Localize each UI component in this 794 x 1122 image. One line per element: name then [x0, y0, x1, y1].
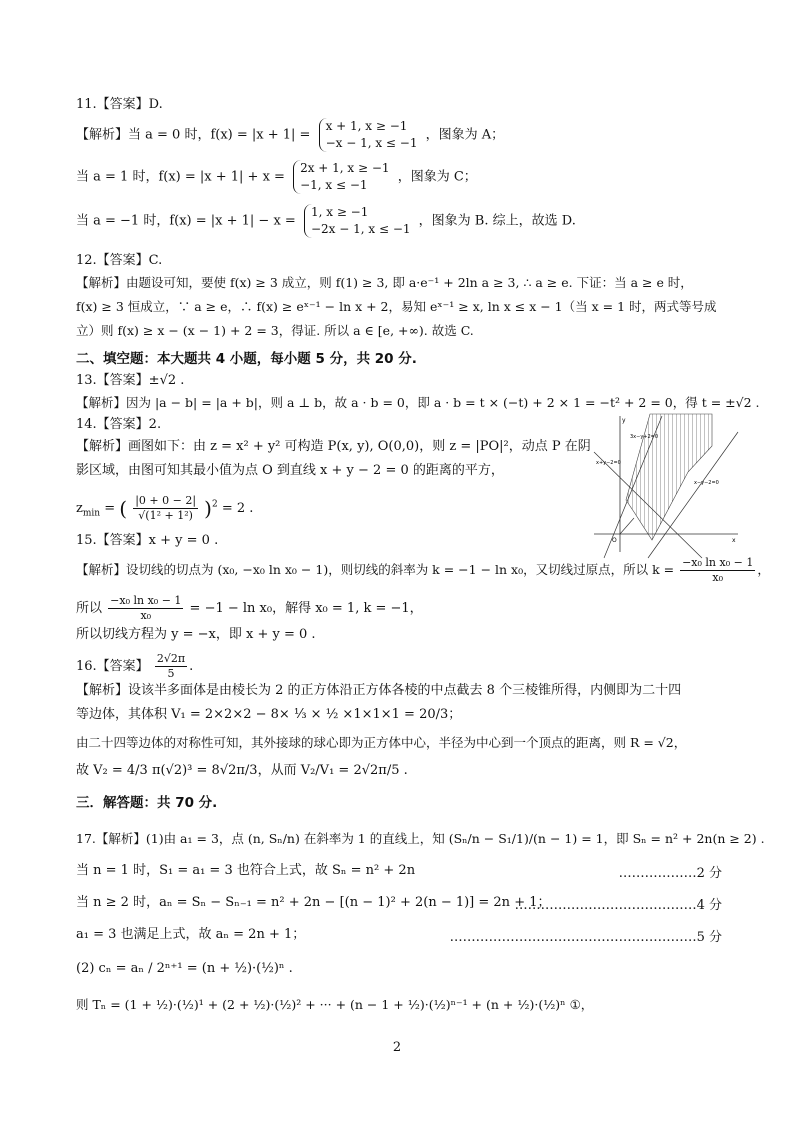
q14-line-1: 【解析】画图如下：由 z = x² + y² 可构造 P(x, y), O(0,0)，则 z = |PO|²，动点 P 在阴	[76, 439, 591, 454]
q17-line-4: a₁ = 3 也满足上式，故 aₙ = 2n + 1；	[76, 927, 306, 942]
q12-answer: 12.【答案】C.	[76, 253, 163, 268]
q12-line-2: f(x) ≥ 3 恒成立，∵ a ≥ e，∴ f(x) ≥ eˣ⁻¹ − ln x + 2，易知 eˣ⁻¹ ≥ x, ln x ≤ x − 1（当 x = 1 时，两式等号成	[76, 299, 717, 314]
q11-line-1-post: ，图象为 A；	[425, 127, 505, 143]
q15-line-2-post: = −1 − ln x₀，解得 x₀ = 1, k = −1，	[189, 601, 423, 616]
q17-line-6: 则 Tₙ = (1 + ½)·(½)¹ + (2 + ½)·(½)² + ··· + (n − 1 + ½)·(½)ⁿ⁻¹ + (n + ½)·(½)ⁿ ①，	[76, 997, 594, 1012]
label-line-3: x−y−2=0	[694, 480, 719, 486]
q11-line-2	[76, 160, 477, 194]
case-2: −2x − 1, x ≤ −1	[310, 222, 411, 236]
origin-label: O	[612, 537, 617, 544]
fraction-denominator: x₀	[140, 609, 152, 622]
q11-line-1	[76, 118, 504, 152]
q15-line-1	[76, 556, 770, 585]
feasible-region-figure	[592, 412, 740, 560]
q17-score-2: ………………2 分	[618, 866, 722, 881]
q16-answer-label: 16.【答案】	[76, 659, 149, 674]
slope-fraction	[108, 594, 183, 623]
z-symbol: z	[76, 501, 83, 516]
piecewise-brace	[304, 204, 411, 238]
q13-line-1: 【解析】因为 |a − b| = |a + b|，则 a ⊥ b，故 a · b = 0，即 a · b = t × (−t) + 2 × 1 = −t² + 2 = 0，得 t = ±√2 .	[76, 395, 760, 410]
q17-line-3: 当 n ≥ 2 时，aₙ = Sₙ − Sₙ₋₁ = n² + 2n − [(n − 1)² + 2(n − 1)] = 2n + 1；	[76, 895, 551, 910]
q12-line-1: 【解析】由题设可知，要使 f(x) ≥ 3 成立，则 f(1) ≥ 3, 即 a·e⁻¹ + 2ln a ≥ 3, ∴ a ≥ e. 下证：当 a ≥ e 时，	[76, 275, 693, 290]
slope-fraction	[680, 556, 755, 585]
case-1: 1, x ≥ −1	[310, 205, 369, 219]
q16-line-4: 故 V₂ = 4/3 π(√2)³ = 8√2π/3，从而 V₂/V₁ = 2√2π/5 .	[76, 763, 408, 778]
fraction-denominator: 5	[167, 667, 175, 680]
x-label: x	[732, 537, 736, 544]
shaded-region	[626, 414, 712, 540]
fraction-numerator: −x₀ ln x₀ − 1	[682, 556, 754, 569]
label-line-2: x+y−2=0	[596, 460, 621, 466]
distance-segment	[620, 518, 634, 534]
fraction-denominator: x₀	[712, 571, 724, 584]
min-subscript: min	[82, 508, 101, 519]
q16-answer	[76, 652, 193, 681]
case-1: 2x + 1, x ≥ −1	[300, 161, 390, 175]
case-2: −1, x ≤ −1	[300, 178, 368, 192]
q14-line-2: 影区域，由图可知其最小值为点 O 到直线 x + y − 2 = 0 的距离的平方，	[76, 463, 504, 478]
q15-line-2-text: 所以	[76, 601, 103, 616]
q11-line-3	[76, 204, 576, 238]
fraction-numerator: |0 + 0 − 2|	[135, 494, 197, 507]
section-3-heading: 三．解答题：共 70 分.	[76, 795, 218, 811]
q14-answer: 14.【答案】2.	[76, 417, 162, 432]
distance-fraction	[133, 494, 198, 523]
q15-line-2	[76, 594, 423, 623]
q16-line-3: 由二十四等边体的对称性可知，其外接球的球心即为正方体中心，半径为中心到一个顶点的距离，则 R = √2，	[76, 735, 687, 750]
fraction-denominator: √(1² + 1²)	[138, 509, 193, 522]
q16-answer-post: .	[189, 659, 194, 674]
q15-answer: 15.【答案】x + y = 0 .	[76, 533, 219, 548]
piecewise-brace	[319, 118, 418, 152]
section-2-heading: 二、填空题：本大题共 4 小题，每小题 5 分，共 20 分.	[76, 351, 417, 367]
answer-fraction	[155, 652, 187, 681]
label-line-1: 3x−y+2=0	[630, 434, 659, 440]
q17-line-5: (2) cₙ = aₙ / 2ⁿ⁺¹ = (n + ½)·(½)ⁿ .	[76, 961, 293, 976]
q15-line-1-post: ，	[757, 562, 770, 577]
q11-answer: 11.【答案】D.	[76, 97, 163, 112]
q17-line-1: 17.【解析】(1)由 a₁ = 3，点 (n, Sₙ/n) 在斜率为 1 的直线上，知 (Sₙ/n − S₁/1)/(n − 1) = 1，即 Sₙ = n² + 2n(n ≥ 2) .	[76, 831, 765, 846]
q13-answer: 13.【答案】±√2 .	[76, 373, 185, 388]
case-2: −x − 1, x ≤ −1	[325, 136, 418, 150]
q12-line-3: 立）则 f(x) ≥ x − (x − 1) + 2 = 3，得证. 所以 a ∈ [e, +∞). 故选 C.	[76, 323, 474, 338]
q17-score-5: …………………………………………………5 分	[449, 930, 722, 945]
page-number: 2	[392, 1040, 402, 1055]
y-label: y	[622, 417, 626, 424]
q16-line-2: 等边体，其体积 V₁ = 2×2×2 − 8× ⅓ × ½ ×1×1×1 = 20/3；	[76, 707, 462, 722]
q15-line-1-text: 【解析】设切线的切点为 (x₀, −x₀ ln x₀ − 1)，则切线的斜率为 k = −1 − ln x₀，又切线过原点，所以 k =	[76, 562, 675, 577]
q11-line-2-text: 当 a = 1 时，f(x) = |x + 1| + x =	[76, 169, 285, 185]
q14-result: = 2 .	[221, 501, 254, 516]
piecewise-brace	[293, 160, 390, 194]
q11-line-3-text: 当 a = −1 时，f(x) = |x + 1| − x =	[76, 213, 296, 229]
q11-line-3-post: ，图象为 B. 综上，故选 D.	[418, 213, 576, 229]
fraction-numerator: −x₀ ln x₀ − 1	[110, 594, 182, 607]
q17-score-4: ……………………………………4 分	[514, 898, 722, 913]
q14-line-3: $z_{min}$ = ( $\frac{|0 + 0 - 2|}{\text{√(1² + 1²)}}$ )$^2$ = 2 .	[76, 494, 254, 522]
case-1: x + 1, x ≥ −1	[325, 119, 408, 133]
q11-line-1-text: 【解析】当 a = 0 时，f(x) = |x + 1| =	[76, 127, 311, 143]
q15-line-3: 所以切线方程为 y = −x，即 x + y = 0 .	[76, 627, 316, 642]
q17-line-2: 当 n = 1 时，S₁ = a₁ = 3 也符合上式，故 Sₙ = n² + 2n	[76, 863, 416, 878]
q16-line-1: 【解析】设该半多面体是由棱长为 2 的正方体沿正方体各棱的中点截去 8 个三棱锥所得，内侧即为二十四	[76, 683, 682, 698]
fraction-numerator: 2√2π	[156, 652, 186, 665]
q11-line-2-post: ，图象为 C；	[397, 169, 477, 185]
